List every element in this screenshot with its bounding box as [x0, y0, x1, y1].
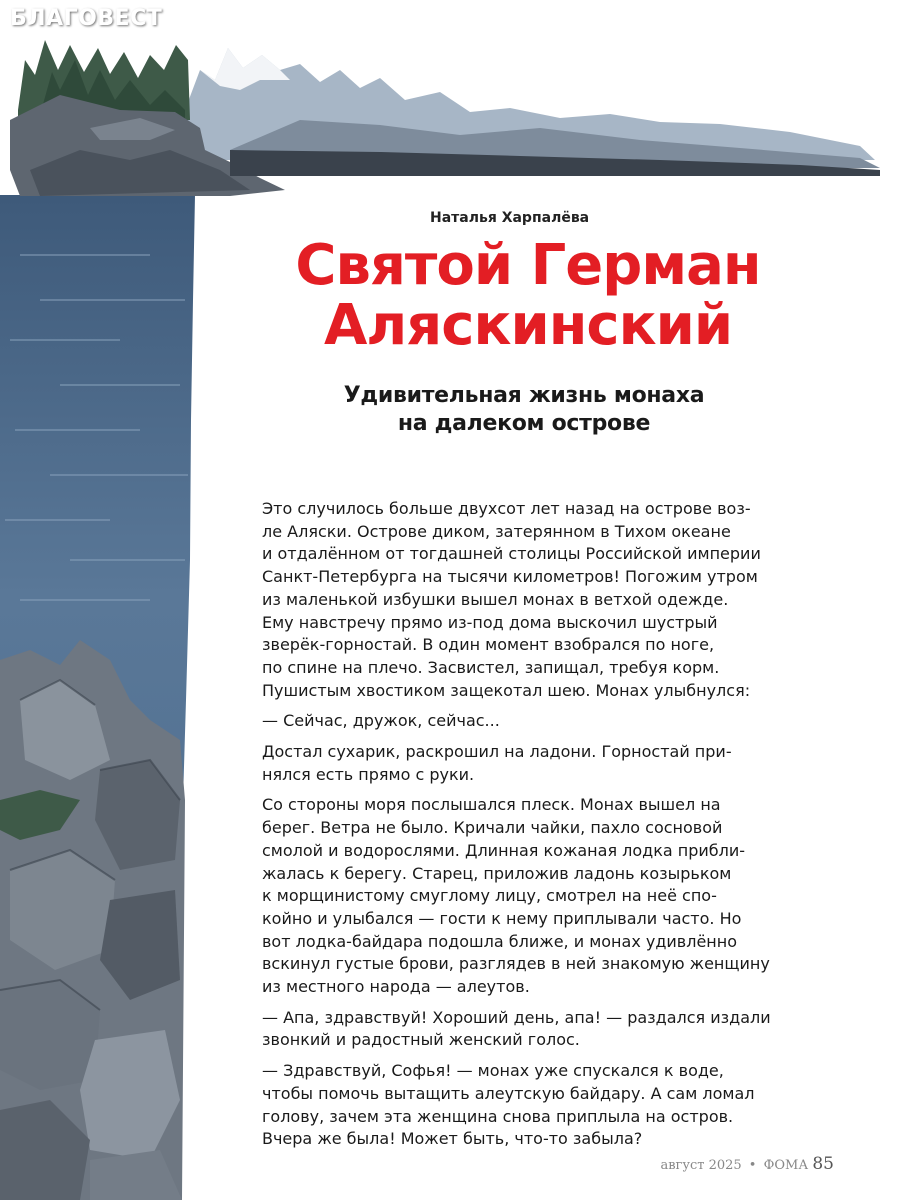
text-line: из местного народа — алеутов. — [262, 977, 530, 997]
text-line: берег. Ветра не было. Кричали чайки, пахло сосновой — [262, 818, 723, 838]
text-line: жалась к берегу. Старец, приложив ладонь козырьком — [262, 863, 732, 883]
text-line: зверёк-горностай. В один момент взобрался по ноге, — [262, 635, 715, 655]
text-line: нялся есть прямо с руки. — [262, 764, 475, 784]
text-line: Вчера же была! Может быть, что-то забыла? — [262, 1129, 643, 1149]
subtitle-line: на далеком острове — [397, 411, 651, 436]
paragraph — [262, 1060, 810, 1151]
article-subtitle — [280, 382, 768, 438]
footer-separator: • — [748, 1158, 757, 1173]
text-line: Со стороны моря послышался плеск. Монах вышел на — [262, 795, 721, 815]
text-line: из маленькой избушки вышел монах в ветхой одежде. — [262, 589, 729, 609]
text-line: койно и улыбался — гости к нему приплывали часто. Но — [262, 908, 742, 928]
text-line: — Апа, здравствуй! Хороший день, апа! — раздался издали — [262, 1007, 771, 1027]
watermark-logo: БЛАГОВЕСТ — [10, 6, 163, 31]
text-line: вскинул густые брови, разглядев в ней знакомую женщину — [262, 954, 770, 974]
page-number: 85 — [812, 1154, 834, 1174]
title-line: Аляскинский — [323, 293, 733, 358]
text-line: ле Аляски. Острове диком, затерянном в Тихом океане — [262, 521, 731, 541]
paragraph — [262, 741, 810, 786]
text-line: Это случилось больше двухсот лет назад на острове воз- — [262, 499, 751, 518]
subtitle-line: Удивительная жизнь монаха — [343, 383, 705, 408]
text-line: и отдалённом от тогдашней столицы Российской империи — [262, 544, 761, 564]
title-line: Святой Герман — [295, 233, 761, 298]
text-line: голову, зачем эта женщина снова приплыла на остров. — [262, 1106, 734, 1126]
text-line: по спине на плечо. Засвистел, запищал, требуя корм. — [262, 657, 720, 677]
text-line: смолой и водорослями. Длинная кожаная лодка прибли- — [262, 840, 746, 860]
paragraph — [262, 498, 810, 702]
text-line: звонкий и радостный женский голос. — [262, 1030, 580, 1050]
text-line: вот лодка-байдара подошла ближе, и монах удивлённо — [262, 931, 738, 951]
text-line: Достал сухарик, раскрошил на ладони. Горностай при- — [262, 742, 732, 762]
paragraph — [262, 710, 810, 733]
text-line: Санкт-Петербурга на тысячи километров! Погожим утром — [262, 567, 758, 587]
article-body — [262, 498, 810, 1159]
text-line: чтобы помочь вытащить алеутскую байдару. А сам ломал — [262, 1083, 755, 1103]
page-footer — [660, 1154, 834, 1174]
text-line: к морщинистому смуглому лицу, смотрел на неё спо- — [262, 886, 717, 906]
paragraph — [262, 794, 810, 998]
text-line: Ему навстречу прямо из-под дома выскочил шустрый — [262, 612, 718, 632]
article-title — [228, 233, 828, 358]
text-line: Пушистым хвостиком защекотал шею. Монах улыбнулся: — [262, 680, 751, 700]
magazine-name: ФОМА — [763, 1158, 809, 1173]
issue-date: август 2025 — [660, 1158, 742, 1173]
author-name: Наталья Харпалёва — [430, 210, 590, 226]
paragraph — [262, 1007, 810, 1052]
text-line: — Сейчас, дружок, сейчас... — [262, 711, 500, 731]
text-line: — Здравствуй, Софья! — монах уже спускался к воде, — [262, 1061, 724, 1081]
